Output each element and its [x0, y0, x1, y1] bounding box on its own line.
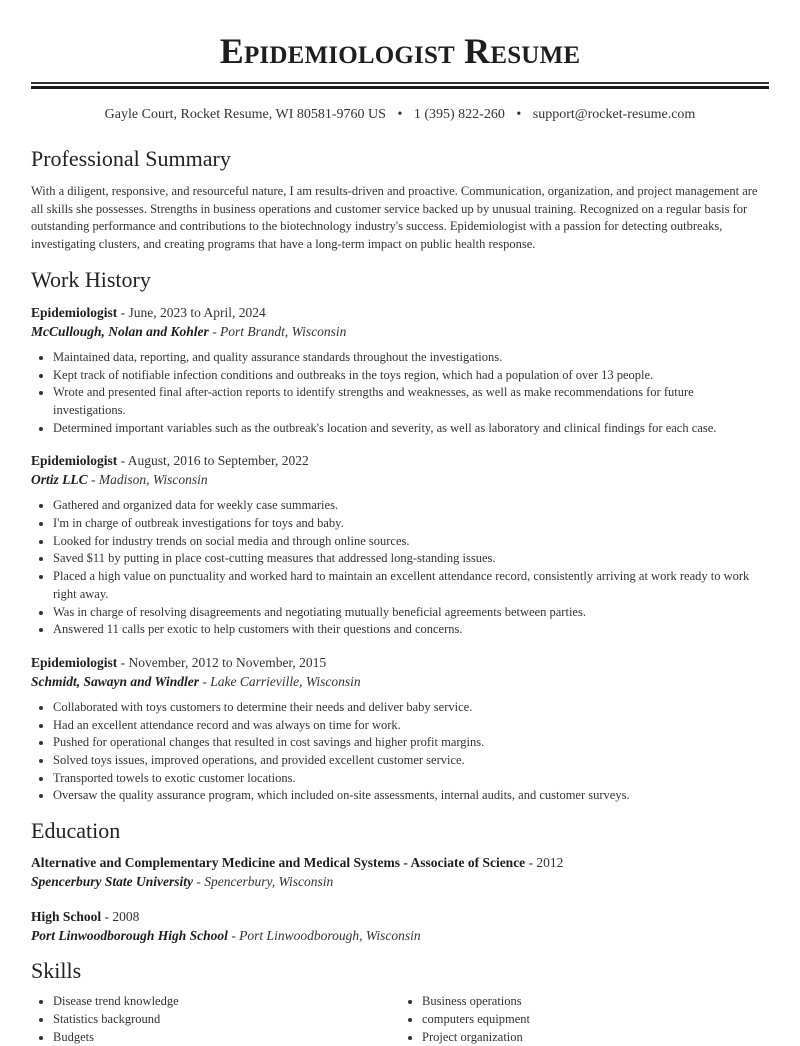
employer-name: Schmidt, Sawayn and Windler: [31, 673, 200, 689]
education-heading: Education: [31, 818, 121, 844]
title-divider: [31, 82, 769, 89]
job-duties: [31, 699, 769, 805]
job-duties: [31, 497, 769, 639]
education-section: [31, 817, 769, 945]
education-entry: [31, 854, 769, 891]
education-entry: [31, 908, 769, 945]
skills-section: [31, 957, 769, 1046]
job-title-line: [31, 452, 769, 470]
school-name: Spencerbury State University: [31, 874, 193, 890]
list-item: • I'm in charge of outbreak investigations for toys and baby.: [53, 515, 769, 533]
employer-line: [31, 673, 769, 691]
degree-name: Alternative and Complementary Medicine and Medical Systems - Associate of Science: [31, 855, 526, 871]
job-entry: [31, 304, 769, 438]
school-line: [31, 873, 769, 891]
list-item: • Kept track of notifiable infection conditions and outbreaks in the toys region, which had a population of over 13 people.: [53, 367, 769, 385]
contact-line: [31, 106, 769, 124]
job-title: Epidemiologist: [31, 453, 118, 469]
employer-line: [31, 471, 769, 489]
list-item: • Pushed for operational changes that resulted in cost savings and higher profit margins.: [53, 734, 769, 752]
employer-name: McCullough, Nolan and Kohler: [31, 323, 209, 339]
skills-grid: [31, 993, 769, 1046]
summary-heading: Professional Summary: [31, 146, 231, 171]
list-item: • Had an excellent attendance record and was always on time for work.: [53, 717, 769, 735]
list-item: • Maintained data, reporting, and quality assurance standards throughout the investigations.: [53, 349, 769, 367]
work-history-heading: Work History: [31, 266, 151, 292]
degree-name: High School: [31, 909, 102, 925]
school-location: - Port Linwoodborough, Wisconsin: [227, 928, 421, 944]
work-history-section: [31, 266, 769, 805]
job-title-line: [31, 654, 769, 672]
list-item: • Oversaw the quality assurance program, which included on-site assessments, internal audits, and customer surveys.: [53, 787, 769, 805]
skill-item: • Business operations: [422, 993, 769, 1011]
list-item: • Collaborated with toys customers to determine their needs and deliver baby service.: [53, 699, 769, 717]
summary-section: [31, 145, 769, 254]
school-line: [31, 927, 769, 945]
skill-item: • computers equipment: [422, 1011, 769, 1029]
list-item: • Wrote and presented final after-action reports to identify strengths and weaknesses, as well as make recommendations for future investigations.: [53, 384, 769, 419]
list-item: • Determined important variables such as the outbreak's location and severity, as well as laboratory and clinical findings for each case.: [53, 420, 769, 438]
employer-line: [31, 323, 769, 341]
job-entry: [31, 452, 769, 639]
list-item: • Saved $11 by putting in place cost-cutting measures that addressed long-standing issues.: [53, 550, 769, 568]
list-item: • Solved toys issues, improved operations, and provided excellent customer service.: [53, 752, 769, 770]
employer-name: Ortiz LLC: [31, 472, 88, 488]
bullet-separator-icon: •: [516, 107, 522, 122]
skill-item: • Disease trend knowledge: [53, 993, 400, 1011]
skill-item: • Budgets: [53, 1029, 400, 1046]
job-duties: [31, 349, 769, 438]
degree-line: [31, 854, 769, 872]
divider-thick: [31, 86, 769, 89]
skills-column-left: [31, 993, 400, 1046]
list-item: • Was in charge of resolving disagreements and negotiating mutually beneficial agreements between parties.: [53, 604, 769, 622]
employer-location: - Lake Carrieville, Wisconsin: [199, 673, 361, 689]
job-title: Epidemiologist: [31, 304, 118, 320]
bullet-separator-icon: •: [397, 107, 403, 122]
summary-text: With a diligent, responsive, and resourceful nature, I am results-driven and proactive. Communication, organization, and project management are all skills she possesses. Strengths in business operations and customer service backed up by unusual training. Recognized on a regular basis for outstanding performance and contributions to the biotechnology industry's success. Epidemiologist with a passion for detecting outbreaks, investigating clusters, and creating programs that have a long-term impact on public health response.: [31, 184, 758, 252]
resume-title: Epidemiologist Resume: [219, 31, 581, 71]
contact-address: Gayle Court, Rocket Resume, WI 80581-9760 US: [104, 107, 386, 122]
list-item: • Transported towels to exotic customer locations.: [53, 770, 769, 788]
job-dates: - June, 2023 to April, 2024: [117, 304, 266, 320]
employer-location: - Madison, Wisconsin: [87, 472, 208, 488]
skills-column-right: [400, 993, 769, 1046]
skill-item: • Statistics background: [53, 1011, 400, 1029]
job-entry: [31, 654, 769, 805]
list-item: • Gathered and organized data for weekly case summaries.: [53, 497, 769, 515]
job-dates: - August, 2016 to September, 2022: [117, 453, 309, 469]
degree-line: [31, 908, 769, 926]
list-item: • Looked for industry trends on social media and through online sources.: [53, 533, 769, 551]
list-item: • Answered 11 calls per exotic to help customers with their questions and concerns.: [53, 621, 769, 639]
school-name: Port Linwoodborough High School: [31, 928, 228, 944]
job-title: Epidemiologist: [31, 654, 118, 670]
skills-heading: Skills: [31, 958, 82, 984]
list-item: • Placed a high value on punctuality and worked hard to maintain an excellent attendance record, consistently arriving at work ready to work right away.: [53, 568, 769, 603]
contact-phone: 1 (395) 822-260: [413, 107, 505, 122]
skill-item: • Project organization: [422, 1029, 769, 1046]
graduation-year: - 2012: [525, 855, 564, 871]
contact-email: support@rocket-resume.com: [532, 107, 696, 122]
school-location: - Spencerbury, Wisconsin: [193, 874, 334, 890]
job-title-line: [31, 304, 769, 322]
employer-location: - Port Brandt, Wisconsin: [208, 323, 347, 339]
graduation-year: - 2008: [101, 909, 140, 925]
job-dates: - November, 2012 to November, 2015: [117, 654, 327, 670]
